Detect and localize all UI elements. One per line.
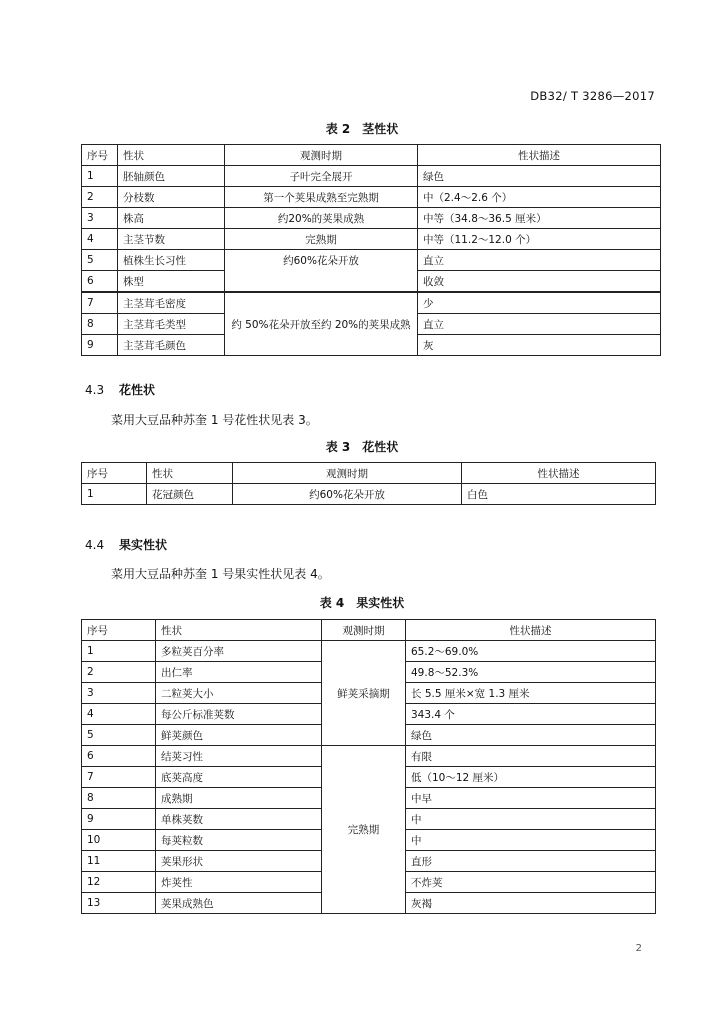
table-row [82, 746, 656, 767]
section-4-3-heading [85, 381, 155, 398]
cell-desc: 白色 [462, 484, 656, 505]
cell-index: 1 [82, 484, 147, 505]
cell-index: 7 [82, 292, 118, 314]
cell-period: 约60%花朵开放 [233, 484, 462, 505]
cell-trait: 植株生长习性 [118, 250, 225, 271]
cell-desc: 不炸荚 [406, 872, 656, 893]
cell-desc: 中等（34.8～36.5 厘米） [418, 208, 661, 229]
cell-desc: 中（2.4～2.6 个） [418, 187, 661, 208]
cell-index: 8 [82, 788, 156, 809]
cell-trait: 分枝数 [118, 187, 225, 208]
cell-trait: 胚轴颜色 [118, 166, 225, 187]
table-row [82, 229, 661, 250]
cell-index: 3 [82, 683, 156, 704]
cell-desc: 中 [406, 830, 656, 851]
cell-trait: 炸荚性 [156, 872, 322, 893]
cell-desc: 绿色 [406, 725, 656, 746]
cell-period: 第一个荚果成熟至完熟期 [225, 187, 418, 208]
table3-header-trait: 性状 [147, 463, 233, 484]
table-row [82, 641, 656, 662]
cell-trait: 鲜荚颜色 [156, 725, 322, 746]
cell-desc: 49.8～52.3% [406, 662, 656, 683]
table4-header-row [82, 620, 656, 641]
cell-period: 约20%的荚果成熟 [225, 208, 418, 229]
section-number: 4.3 [85, 383, 105, 397]
table3-header-index: 序号 [82, 463, 147, 484]
cell-index: 6 [82, 271, 118, 293]
cell-trait: 株高 [118, 208, 225, 229]
cell-trait: 出仁率 [156, 662, 322, 683]
cell-index: 6 [82, 746, 156, 767]
cell-index: 3 [82, 208, 118, 229]
cell-index: 5 [82, 250, 118, 271]
table-row [82, 166, 661, 187]
table4-header-trait: 性状 [156, 620, 322, 641]
cell-trait: 每荚粒数 [156, 830, 322, 851]
cell-desc: 中早 [406, 788, 656, 809]
cell-trait: 结荚习性 [156, 746, 322, 767]
section-4-4-text: 菜用大豆品种苏奎 1 号果实性状见表 4。 [111, 567, 330, 581]
cell-period: 完熟期 [225, 229, 418, 250]
cell-index: 7 [82, 767, 156, 788]
table3-header-row [82, 463, 656, 484]
section-4-4-heading [85, 536, 167, 553]
section-title: 果实性状 [119, 538, 168, 552]
table4-header-desc: 性状描述 [406, 620, 656, 641]
table2-header-index: 序号 [82, 145, 118, 166]
cell-period: 约60%花朵开放 [225, 250, 418, 293]
cell-desc: 有限 [406, 746, 656, 767]
cell-period: 约 50%花朵开放至约 20%的荚果成熟 [225, 292, 418, 356]
table4-header-period: 观测时期 [322, 620, 406, 641]
table-row [82, 208, 661, 229]
cell-desc: 直形 [406, 851, 656, 872]
section-4-3-text: 菜用大豆品种苏奎 1 号花性状见表 3。 [111, 413, 318, 427]
cell-index: 12 [82, 872, 156, 893]
cell-index: 13 [82, 893, 156, 914]
table-row [82, 484, 656, 505]
cell-index: 9 [82, 809, 156, 830]
table4 [81, 619, 656, 914]
cell-desc: 65.2～69.0% [406, 641, 656, 662]
cell-index: 2 [82, 187, 118, 208]
cell-trait: 主茎茸毛颜色 [118, 335, 225, 356]
cell-index: 2 [82, 662, 156, 683]
cell-trait: 多粒荚百分率 [156, 641, 322, 662]
cell-desc: 中 [406, 809, 656, 830]
cell-desc: 直立 [418, 250, 661, 271]
cell-trait: 二粒荚大小 [156, 683, 322, 704]
cell-index: 11 [82, 851, 156, 872]
table3 [81, 462, 656, 505]
table3-header-period: 观测时期 [233, 463, 462, 484]
cell-desc: 绿色 [418, 166, 661, 187]
cell-index: 1 [82, 166, 118, 187]
cell-desc: 长 5.5 厘米×宽 1.3 厘米 [406, 683, 656, 704]
cell-trait: 主茎茸毛类型 [118, 314, 225, 335]
cell-period: 完熟期 [322, 746, 406, 914]
table2-header-period: 观测时期 [225, 145, 418, 166]
table2-caption: 表 2 茎性状 [325, 122, 399, 136]
cell-index: 4 [82, 229, 118, 250]
table4-header-index: 序号 [82, 620, 156, 641]
table2-header-row [82, 145, 661, 166]
table-row [82, 292, 661, 314]
cell-trait: 底荚高度 [156, 767, 322, 788]
cell-index: 10 [82, 830, 156, 851]
page-number: 2 [635, 943, 642, 954]
section-title: 花性状 [119, 383, 156, 397]
cell-desc: 低（10～12 厘米） [406, 767, 656, 788]
table2-header-trait: 性状 [118, 145, 225, 166]
cell-desc: 灰褐 [406, 893, 656, 914]
cell-trait: 单株荚数 [156, 809, 322, 830]
table3-caption: 表 3 花性状 [325, 440, 399, 454]
cell-index: 4 [82, 704, 156, 725]
cell-index: 8 [82, 314, 118, 335]
cell-desc: 灰 [418, 335, 661, 356]
cell-trait: 成熟期 [156, 788, 322, 809]
table4-caption: 表 4 果实性状 [319, 596, 405, 610]
table-row [82, 187, 661, 208]
section-number: 4.4 [85, 538, 105, 552]
cell-index: 5 [82, 725, 156, 746]
cell-trait: 荚果成熟色 [156, 893, 322, 914]
cell-index: 1 [82, 641, 156, 662]
cell-trait: 每公斤标准荚数 [156, 704, 322, 725]
document-code: DB32/ T 3286—2017 [530, 89, 655, 103]
cell-trait: 花冠颜色 [147, 484, 233, 505]
table2-header-desc: 性状描述 [418, 145, 661, 166]
cell-trait: 主茎节数 [118, 229, 225, 250]
table3-header-desc: 性状描述 [462, 463, 656, 484]
cell-desc: 直立 [418, 314, 661, 335]
cell-desc: 中等（11.2～12.0 个） [418, 229, 661, 250]
cell-desc: 少 [418, 292, 661, 314]
cell-period: 鲜荚采摘期 [322, 641, 406, 746]
cell-desc: 343.4 个 [406, 704, 656, 725]
cell-period: 子叶完全展开 [225, 166, 418, 187]
cell-desc: 收敛 [418, 271, 661, 293]
cell-trait: 主茎茸毛密度 [118, 292, 225, 314]
cell-trait: 荚果形状 [156, 851, 322, 872]
table-row [82, 250, 661, 271]
cell-index: 9 [82, 335, 118, 356]
table2 [81, 144, 661, 356]
cell-trait: 株型 [118, 271, 225, 293]
